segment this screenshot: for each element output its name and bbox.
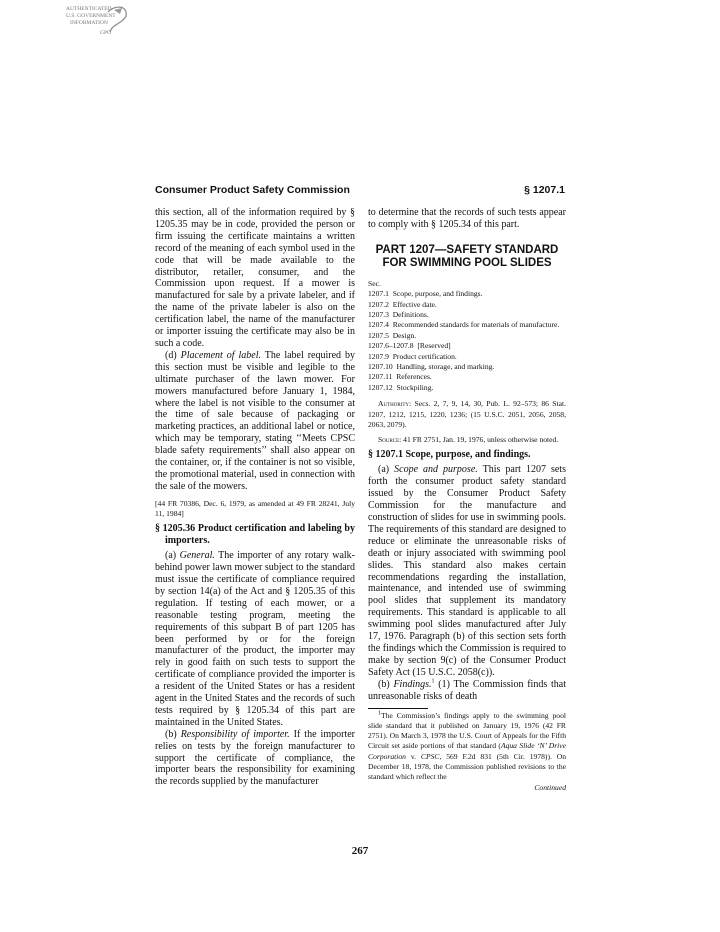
- toc-item: 1207.11 References.: [368, 372, 432, 382]
- paragraph: (b) Responsibility of importer. If the importer relies on tests by the foreign manufacturer to support the certificate of compliance, the importer bears the responsibility for examining the records supplied by the manufacturer: [155, 728, 355, 788]
- left-column: [155, 207, 355, 788]
- toc-item: 1207.1 Scope, purpose, and findings.: [368, 289, 483, 299]
- toc-item: 1207.2 Effective date.: [368, 299, 437, 309]
- right-column: [368, 207, 566, 793]
- toc-item: 1207.3 Definitions.: [368, 310, 429, 320]
- paragraph: (a) General. The importer of any rotary walk-behind power lawn mower subject to the standard must issue the certificate of compliance required by section 14(a) of the Act and § 1205.35 of this regulation. If testing of each mower, or a reasonable testing program, meeting the requirements of this subpart B of part 1205 has been performed by or for the foreign manufacturer of the product, the importer may rely in good faith on such tests to support the certificate of compliance provided the importer is a resident of the United States or has a resident agent in the United States and the records of such tests required by § 1205.34 of this part are maintained in the United States.: [155, 550, 355, 728]
- paragraph: this section, all of the information required by § 1205.35 may be in code, provided the person or firm issuing the certificate maintains a written record of the meaning of each symbol used in the code that will be made available to the distributor, retailer, consumer, and the Commission upon request. If a mower is manufactured for sale by a private labeler, and if the name of the private labeler is also on the certification label, the name of the manufacturer or importer issuing the certificate may also be in such a code.: [155, 207, 355, 349]
- running-header-left: Consumer Product Safety Commission: [155, 184, 350, 196]
- continued-note: Continued: [534, 782, 566, 792]
- gpo-authenticated-seal: [64, 2, 134, 42]
- toc-item: 1207.9 Product certification.: [368, 351, 457, 361]
- running-header-right: § 1207.1: [524, 184, 565, 196]
- page-number: 267: [351, 845, 369, 857]
- paragraph: (a) Scope and purpose. This part 1207 sets forth the consumer product safety standard issued by the Consumer Product Safety Commission for the manufacture and construction of slides for use in swimming pools. The requirements of this standard are designed to reduce or eliminate the unreasonable risks of death or injury associated with swimming pool slides. This standard also makes certain recommendations regarding the installation, maintenance, and intended use of swimming pool slides that supplement its mandatory requirements. This standard is applicable to all swimming pool slides manufactured after July 17, 1976. Paragraph (b) of this section sets forth the findings which the Commission is required to make by section 9(c) of the Consumer Product Safety Act (15 U.S.C. 2058(c)).: [368, 464, 566, 678]
- toc-heading: Sec.: [368, 278, 381, 288]
- toc-item: 1207.5 Design.: [368, 330, 417, 340]
- toc-item: 1207.12 Stockpiling.: [368, 382, 434, 392]
- toc-item: 1207.10 Handling, storage, and marking.: [368, 362, 495, 372]
- footnote: $^1$The Commission’s findings apply to the swimming pool slide standard that it published on January 19, 1976 (42 FR 2751). On March 3, 1978 the U.S. Court of Appeals for the Fifth Circuit set aside portions of that standard (Aqua Slide ‘N’ Drive Corporation v. CPSC, 569 F.2d 831 (5th Cir. 1978)). On December 18, 1978, the Commission published revisions to the standard which reflect the: [368, 709, 567, 782]
- section-heading: § 1205.36 Product certification and labeling by importers.: [155, 523, 355, 547]
- svg-text:INFORMATION: INFORMATION: [70, 20, 108, 26]
- svg-text:AUTHENTICATED: AUTHENTICATED: [66, 6, 112, 12]
- citation: [44 FR 70386, Dec. 6, 1979, as amended at 49 FR 28241, July 11, 1984]: [155, 498, 355, 519]
- authority-note: Authority: Secs. 2, 7, 9, 14, 30, Pub. L. 92–573; 86 Stat. 1207, 1212, 1215, 1220, 1236; (15 U.S.C. 2051, 2056, 2058, 2063, 2079).: [368, 399, 566, 429]
- footnote-divider: [368, 708, 428, 709]
- section-heading: § 1207.1 Scope, purpose, and findings.: [368, 449, 531, 461]
- part-title: PART 1207—SAFETY STANDARD FOR SWIMMING POOL SLIDES: [375, 243, 559, 269]
- table-of-contents: [368, 279, 566, 393]
- source-note: Source: 41 FR 2751, Jan. 19, 1976, unless otherwise noted.: [378, 435, 559, 445]
- svg-text:U.S. GOVERNMENT: U.S. GOVERNMENT: [66, 13, 116, 19]
- paragraph: to determine that the records of such tests appear to comply with § 1205.34 of this part.: [368, 207, 566, 230]
- paragraph: (d) Placement of label. The label required by this section must be visible and legible to the ultimate purchaser of the lawn mower. For mowers manufactured before January 1, 1984, where the label is not visible to the consumer at the time of sale because of packaging or marketing practices, an additional label or notice, which may be temporary, stating ‘‘Meets CPSC blade safety requirements’’ shall also appear on the container, or, if the container is not so visible, the promotional material, used in connection with the sale of the mowers.: [155, 349, 355, 492]
- paragraph: (b) Findings.$^1$ (1) The Commission finds that unreasonable risks of death: [368, 678, 566, 702]
- svg-text:GPO: GPO: [100, 30, 112, 36]
- toc-item: 1207.6–1207.8 [Reserved]: [368, 341, 451, 351]
- toc-item: 1207.4 Recommended standards for materials of manufacture.: [368, 320, 560, 330]
